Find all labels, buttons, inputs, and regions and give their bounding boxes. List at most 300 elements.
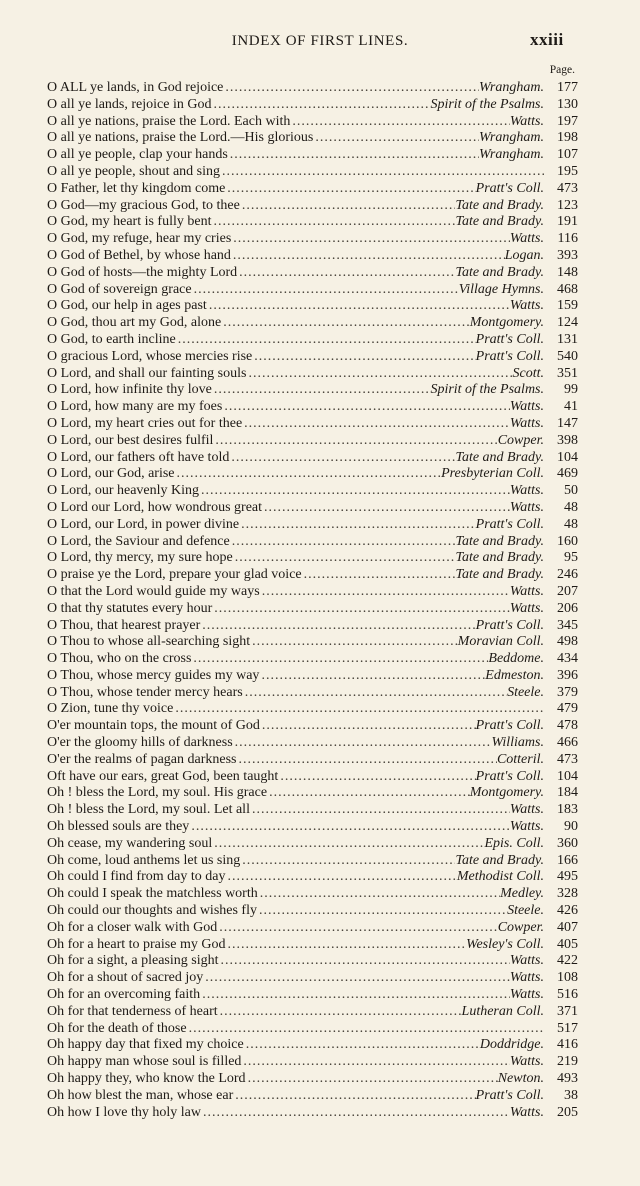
index-entry	[47, 164, 578, 181]
index-entry	[47, 97, 578, 114]
hymn-page-number: 183	[557, 802, 578, 818]
first-line-text: O God of sovereign grace	[47, 281, 192, 297]
dot-leader	[260, 584, 510, 601]
index-entry	[47, 668, 578, 685]
first-line-text: O that the Lord would guide my ways	[47, 583, 260, 599]
source-attribution: Pratt's Coll.	[475, 348, 544, 364]
dot-leader	[225, 869, 456, 886]
dot-leader	[250, 802, 510, 819]
dot-leader	[212, 836, 484, 853]
dot-leader	[262, 500, 510, 517]
source-attribution: Moravian Coll.	[457, 634, 544, 650]
first-line-text: Oh for the death of those	[47, 1020, 187, 1036]
first-line-text: O Thou to whose all-searching sight	[47, 634, 251, 650]
hymn-page-number: 360	[557, 835, 578, 851]
source-attribution: Pratt's Coll.	[475, 617, 544, 633]
source-attribution: Watts.	[509, 819, 544, 835]
index-entry	[47, 231, 578, 248]
dot-leader	[243, 685, 507, 702]
source-attribution: Beddome.	[488, 651, 544, 667]
index-entry	[47, 214, 578, 231]
first-line-text: O'er mountain tops, the mount of God	[47, 718, 260, 734]
hymn-page-number: 195	[557, 163, 578, 179]
first-line-text: O praise ye the Lord, prepare your glad voice	[47, 567, 302, 583]
index-entry	[47, 1071, 578, 1088]
first-line-text: Oh happy man whose soul is filled	[47, 1054, 242, 1070]
first-line-text: Oft have our ears, great God, been taught	[47, 768, 279, 784]
first-line-text: O Lord, our best desires fulfil	[47, 432, 214, 448]
source-attribution: Tate and Brady.	[455, 197, 544, 213]
hymn-page-number: 351	[557, 365, 578, 381]
dot-leader	[201, 1105, 510, 1122]
hymn-page-number: 160	[557, 533, 578, 549]
index-entry	[47, 198, 578, 215]
hymn-page-number: 50	[564, 483, 578, 499]
dot-leader	[213, 433, 497, 450]
index-entry	[47, 769, 578, 786]
dot-leader	[212, 601, 510, 618]
index-entry	[47, 433, 578, 450]
first-line-text: O all ye people, shout and sing	[47, 163, 221, 179]
index-entry	[47, 248, 578, 265]
dot-leader	[242, 416, 510, 433]
source-attribution: Newton.	[497, 1071, 544, 1087]
hymn-page-number: 379	[557, 684, 578, 700]
index-entry	[47, 903, 578, 920]
source-attribution: Tate and Brady.	[455, 567, 544, 583]
first-line-text: Oh ! bless the Lord, my soul. His grace	[47, 785, 268, 801]
index-entry	[47, 1088, 578, 1105]
index-entry	[47, 651, 578, 668]
source-attribution: Watts.	[509, 987, 544, 1003]
first-line-text: O Lord, our Lord, in power divine	[47, 516, 240, 532]
first-line-text: O Thou, whose tender mercy hears	[47, 684, 243, 700]
hymn-page-number: 396	[557, 667, 578, 683]
first-line-text: Oh could I speak the matchless worth	[47, 886, 258, 902]
source-attribution: Epis. Coll.	[484, 835, 544, 851]
dot-leader	[233, 1088, 475, 1105]
index-entry	[47, 534, 578, 551]
first-line-text: O God, my heart is fully bent	[47, 214, 212, 230]
source-attribution: Tate and Brady.	[455, 449, 544, 465]
dot-leader	[302, 567, 456, 584]
source-attribution: Doddridge.	[479, 1037, 544, 1053]
dot-leader	[173, 701, 544, 718]
first-line-text: Oh ! bless the Lord, my soul. Let all	[47, 802, 250, 818]
index-entry	[47, 567, 578, 584]
running-title: INDEX OF FIRST LINES.	[231, 33, 409, 49]
index-entry	[47, 634, 578, 651]
hymn-page-number: 184	[557, 785, 578, 801]
index-entry	[47, 80, 578, 97]
index-entry	[47, 366, 578, 383]
source-attribution: Watts.	[509, 970, 544, 986]
index-entry	[47, 701, 578, 718]
source-attribution: Medley.	[500, 886, 544, 902]
dot-leader	[203, 970, 510, 987]
hymn-page-number: 434	[557, 651, 578, 667]
hymn-page-number: 495	[557, 869, 578, 885]
index-entry	[47, 785, 578, 802]
hymn-page-number: 345	[557, 617, 578, 633]
dot-leader	[231, 231, 510, 248]
hymn-page-number: 422	[557, 953, 578, 969]
dot-leader	[246, 366, 512, 383]
dot-leader	[237, 265, 455, 282]
first-line-text: Oh happy they, who know the Lord	[47, 1071, 246, 1087]
hymn-page-number: 130	[557, 96, 578, 112]
source-attribution: Tate and Brady.	[455, 264, 544, 280]
first-line-text: Oh for a closer walk with God	[47, 919, 218, 935]
hymn-page-number: 473	[557, 751, 578, 767]
index-entry	[47, 399, 578, 416]
hymn-page-number: 246	[557, 567, 578, 583]
index-entry	[47, 1105, 578, 1122]
hymn-page-number: 468	[557, 281, 578, 297]
index-entry	[47, 1004, 578, 1021]
first-line-text: O all ye people, clap your hands	[47, 147, 228, 163]
dot-leader	[241, 1054, 509, 1071]
source-attribution: Watts.	[509, 1104, 544, 1120]
source-attribution: Montgomery.	[469, 315, 544, 331]
first-line-text: O God—my gracious God, to thee	[47, 197, 240, 213]
first-line-text: O God, thou art my God, alone	[47, 315, 222, 331]
first-line-text: O ALL ye lands, in God rejoice	[47, 80, 224, 95]
dot-leader	[218, 1004, 462, 1021]
source-attribution: Wesley's Coll.	[466, 936, 544, 952]
index-entry	[47, 265, 578, 282]
hymn-page-number: 41	[564, 399, 578, 415]
hymn-page-number: 108	[557, 970, 578, 986]
hymn-page-number: 198	[557, 130, 578, 146]
dot-leader	[220, 164, 544, 181]
index-entry	[47, 382, 578, 399]
hymn-page-number: 516	[557, 987, 578, 1003]
hymn-page-number: 416	[557, 1037, 578, 1053]
first-line-text: O'er the gloomy hills of darkness	[47, 735, 233, 751]
hymn-page-number: 38	[564, 1087, 578, 1103]
dot-leader	[200, 618, 475, 635]
dot-leader	[211, 97, 430, 114]
dot-leader	[246, 1071, 498, 1088]
index-entry	[47, 298, 578, 315]
dot-leader	[239, 517, 476, 534]
dot-leader	[313, 130, 479, 147]
source-attribution: Watts.	[509, 415, 544, 431]
index-entry	[47, 802, 578, 819]
first-line-text: O Lord our Lord, how wondrous great	[47, 499, 263, 515]
index-entry	[47, 517, 578, 534]
dot-leader	[221, 315, 470, 332]
hymn-page-number: 393	[557, 247, 578, 263]
page-number: xxiii	[530, 30, 564, 49]
first-line-text: O God, our help in ages past	[47, 298, 207, 314]
index-entry	[47, 450, 578, 467]
source-attribution: Cotteril.	[496, 751, 544, 767]
dot-leader	[176, 332, 476, 349]
hymn-page-number: 207	[557, 583, 578, 599]
first-line-text: O Thou, whose mercy guides my way	[47, 667, 260, 683]
first-line-text: O Lord, how infinite thy love	[47, 382, 212, 398]
hymn-page-number: 159	[557, 298, 578, 314]
index-entry	[47, 920, 578, 937]
index-entry	[47, 349, 578, 366]
dot-leader	[207, 298, 510, 315]
index-entry	[47, 500, 578, 517]
index-entry	[47, 584, 578, 601]
dot-leader	[233, 550, 456, 567]
source-attribution: Edmeston.	[485, 667, 544, 683]
dot-leader	[240, 198, 456, 215]
hymn-page-number: 407	[557, 919, 578, 935]
source-attribution: Tate and Brady.	[455, 550, 544, 566]
index-entry	[47, 483, 578, 500]
hymn-page-number: 405	[557, 936, 578, 952]
hymn-page-number: 328	[557, 886, 578, 902]
first-line-text: O Lord, how many are my foes	[47, 399, 223, 415]
hymn-page-number: 177	[557, 80, 578, 95]
first-line-text: Oh happy day that fixed my choice	[47, 1037, 244, 1053]
dot-leader	[259, 668, 485, 685]
dot-leader	[218, 953, 509, 970]
page-column-label: Page.	[549, 64, 575, 76]
first-line-text: O gracious Lord, whose mercies rise	[47, 348, 253, 364]
dot-leader	[240, 853, 455, 870]
hymn-page-number: 95	[564, 550, 578, 566]
index-entry	[47, 853, 578, 870]
first-line-text: O Lord, and shall our fainting souls	[47, 365, 247, 381]
first-line-text: O'er the realms of pagan darkness	[47, 751, 237, 767]
first-line-text: O all ye nations, praise the Lord.—His glorious	[47, 130, 314, 146]
hymn-page-number: 479	[557, 701, 578, 717]
source-attribution: Pratt's Coll.	[475, 718, 544, 734]
first-line-text: O God, my refuge, hear my cries	[47, 231, 232, 247]
first-line-text: Oh for a heart to praise my God	[47, 936, 226, 952]
index-entry	[47, 282, 578, 299]
hymn-page-number: 478	[557, 718, 578, 734]
index-entry	[47, 181, 578, 198]
source-attribution: Watts.	[509, 802, 544, 818]
dot-leader	[192, 282, 459, 299]
index-entry	[47, 718, 578, 735]
index-entry	[47, 1037, 578, 1054]
source-attribution: Cowper.	[497, 919, 544, 935]
first-line-text: Oh how blest the man, whose ear	[47, 1087, 234, 1103]
hymn-page-number: 398	[557, 432, 578, 448]
hymn-page-number: 166	[557, 852, 578, 868]
first-line-text: Oh for a sight, a pleasing sight	[47, 953, 219, 969]
source-attribution: Wrangham.	[479, 130, 544, 146]
first-line-text: Oh blessed souls are they	[47, 819, 190, 835]
first-line-text: O Lord, our heavenly King	[47, 483, 200, 499]
dot-leader	[267, 785, 470, 802]
hymn-page-number: 205	[557, 1104, 578, 1120]
hymn-page-number: 191	[557, 214, 578, 230]
source-attribution: Steele.	[507, 903, 544, 919]
index-entry	[47, 987, 578, 1004]
first-line-text: O God of Bethel, by whose hand	[47, 247, 231, 263]
index-entry	[47, 869, 578, 886]
dot-leader	[244, 1037, 480, 1054]
first-line-text: O Thou, that hearest prayer	[47, 617, 201, 633]
source-attribution: Watts.	[509, 499, 544, 515]
index-entry	[47, 114, 578, 131]
first-line-text: O Thou, who on the cross	[47, 651, 192, 667]
index-entry	[47, 466, 578, 483]
dot-leader	[191, 651, 488, 668]
hymn-page-number: 498	[557, 634, 578, 650]
hymn-page-number: 148	[557, 264, 578, 280]
hymn-page-number: 90	[564, 819, 578, 835]
dot-leader	[278, 769, 475, 786]
first-line-text: Oh could I find from day to day	[47, 869, 226, 885]
source-attribution: Watts.	[509, 583, 544, 599]
index-entry	[47, 685, 578, 702]
index-entry	[47, 1021, 578, 1038]
source-attribution: Williams.	[491, 735, 544, 751]
hymn-page-number: 107	[557, 147, 578, 163]
source-attribution: Logan.	[504, 247, 544, 263]
index-entry	[47, 735, 578, 752]
index-entry	[47, 315, 578, 332]
dot-leader	[237, 752, 497, 769]
source-attribution: Watts.	[509, 953, 544, 969]
first-line-text: O Lord, our God, arise	[47, 466, 175, 482]
source-attribution: Cowper.	[497, 432, 544, 448]
source-attribution: Wrangham.	[479, 80, 544, 95]
dot-leader	[212, 382, 431, 399]
source-attribution: Watts.	[509, 1054, 544, 1070]
dot-leader	[258, 886, 500, 903]
first-line-text: Oh for that tenderness of heart	[47, 1003, 218, 1019]
hymn-page-number: 123	[557, 197, 578, 213]
first-line-text: O Father, let thy kingdom come	[47, 180, 226, 196]
source-attribution: Spirit of the Psalms.	[430, 96, 544, 112]
hymn-page-number: 517	[557, 1020, 578, 1036]
source-attribution: Methodist Coll.	[456, 869, 544, 885]
first-line-text: Oh for an overcoming faith	[47, 987, 201, 1003]
hymn-page-number: 99	[564, 382, 578, 398]
dot-leader	[229, 450, 455, 467]
first-line-text: O that thy statutes every hour	[47, 600, 213, 616]
hymn-page-number: 48	[564, 516, 578, 532]
dot-leader	[250, 634, 458, 651]
source-attribution: Watts.	[509, 600, 544, 616]
first-line-text: O God, to earth incline	[47, 331, 176, 347]
index-entry	[47, 416, 578, 433]
index-entry	[47, 618, 578, 635]
source-attribution: Tate and Brady.	[455, 852, 544, 868]
first-line-text: O God of hosts—the mighty Lord	[47, 264, 238, 280]
hymn-page-number: 540	[557, 348, 578, 364]
first-line-text: O Lord, thy mercy, my sure hope	[47, 550, 233, 566]
dot-leader	[175, 466, 442, 483]
source-attribution: Pratt's Coll.	[475, 331, 544, 347]
first-line-text: O Zion, tune thy voice	[47, 701, 174, 717]
hymn-page-number: 493	[557, 1071, 578, 1087]
hymn-page-number: 104	[557, 449, 578, 465]
dot-leader	[217, 920, 497, 937]
index-entry	[47, 819, 578, 836]
index-entry	[47, 886, 578, 903]
source-attribution: Steele.	[507, 684, 544, 700]
index-entry	[47, 130, 578, 147]
first-line-text: O Lord, my heart cries out for thee	[47, 415, 243, 431]
source-attribution: Watts.	[509, 298, 544, 314]
hymn-page-number: 116	[557, 231, 578, 247]
hymn-page-number: 469	[557, 466, 578, 482]
dot-leader	[257, 903, 507, 920]
hymn-page-number: 426	[557, 903, 578, 919]
first-line-text: Oh for a shout of sacred joy	[47, 970, 204, 986]
first-line-text: Oh cease, my wandering soul	[47, 835, 213, 851]
dot-leader	[225, 937, 466, 954]
source-attribution: Montgomery.	[469, 785, 544, 801]
hymn-page-number: 466	[557, 735, 578, 751]
index-entry	[47, 937, 578, 954]
dot-leader	[228, 147, 479, 164]
first-line-text: O all ye lands, rejoice in God	[47, 96, 212, 112]
source-attribution: Wrangham.	[479, 147, 544, 163]
hymn-page-number: 104	[557, 768, 578, 784]
source-attribution: Pratt's Coll.	[475, 180, 544, 196]
dot-leader	[200, 987, 510, 1004]
dot-leader	[230, 534, 456, 551]
source-attribution: Tate and Brady.	[455, 533, 544, 549]
source-attribution: Watts.	[509, 399, 544, 415]
dot-leader	[260, 718, 476, 735]
source-attribution: Pratt's Coll.	[475, 1087, 544, 1103]
hymn-page-number: 147	[557, 415, 578, 431]
source-attribution: Watts.	[509, 231, 544, 247]
dot-leader	[231, 248, 505, 265]
source-attribution: Pratt's Coll.	[475, 768, 544, 784]
source-attribution: Watts.	[509, 113, 544, 129]
hymn-page-number: 131	[557, 331, 578, 347]
dot-leader	[211, 214, 455, 231]
hymn-page-number: 473	[557, 180, 578, 196]
dot-leader	[199, 483, 510, 500]
source-attribution: Lutheran Coll.	[461, 1003, 544, 1019]
dot-leader	[252, 349, 475, 366]
index-entry	[47, 970, 578, 987]
first-line-text: O all ye nations, praise the Lord. Each with	[47, 113, 291, 129]
index-entry	[47, 601, 578, 618]
dot-leader	[223, 80, 479, 97]
first-line-text: Oh come, loud anthems let us sing	[47, 852, 241, 868]
first-line-text: Oh how I love thy holy law	[47, 1104, 201, 1120]
dot-leader	[187, 1021, 544, 1038]
hymn-page-number: 219	[557, 1054, 578, 1070]
hymn-page-number: 206	[557, 600, 578, 616]
index-entry	[47, 147, 578, 164]
hymn-page-number: 48	[564, 499, 578, 515]
dot-leader	[189, 819, 510, 836]
dot-leader	[222, 399, 510, 416]
index-entry	[47, 752, 578, 769]
hymn-page-number: 124	[557, 315, 578, 331]
source-attribution: Spirit of the Psalms.	[430, 382, 544, 398]
source-attribution: Village Hymns.	[458, 281, 544, 297]
index-entry	[47, 1054, 578, 1071]
hymn-page-number: 371	[557, 1003, 578, 1019]
source-attribution: Scott.	[512, 365, 544, 381]
index-entry	[47, 332, 578, 349]
dot-leader	[290, 114, 510, 131]
dot-leader	[225, 181, 475, 198]
index-entry	[47, 550, 578, 567]
source-attribution: Watts.	[509, 483, 544, 499]
